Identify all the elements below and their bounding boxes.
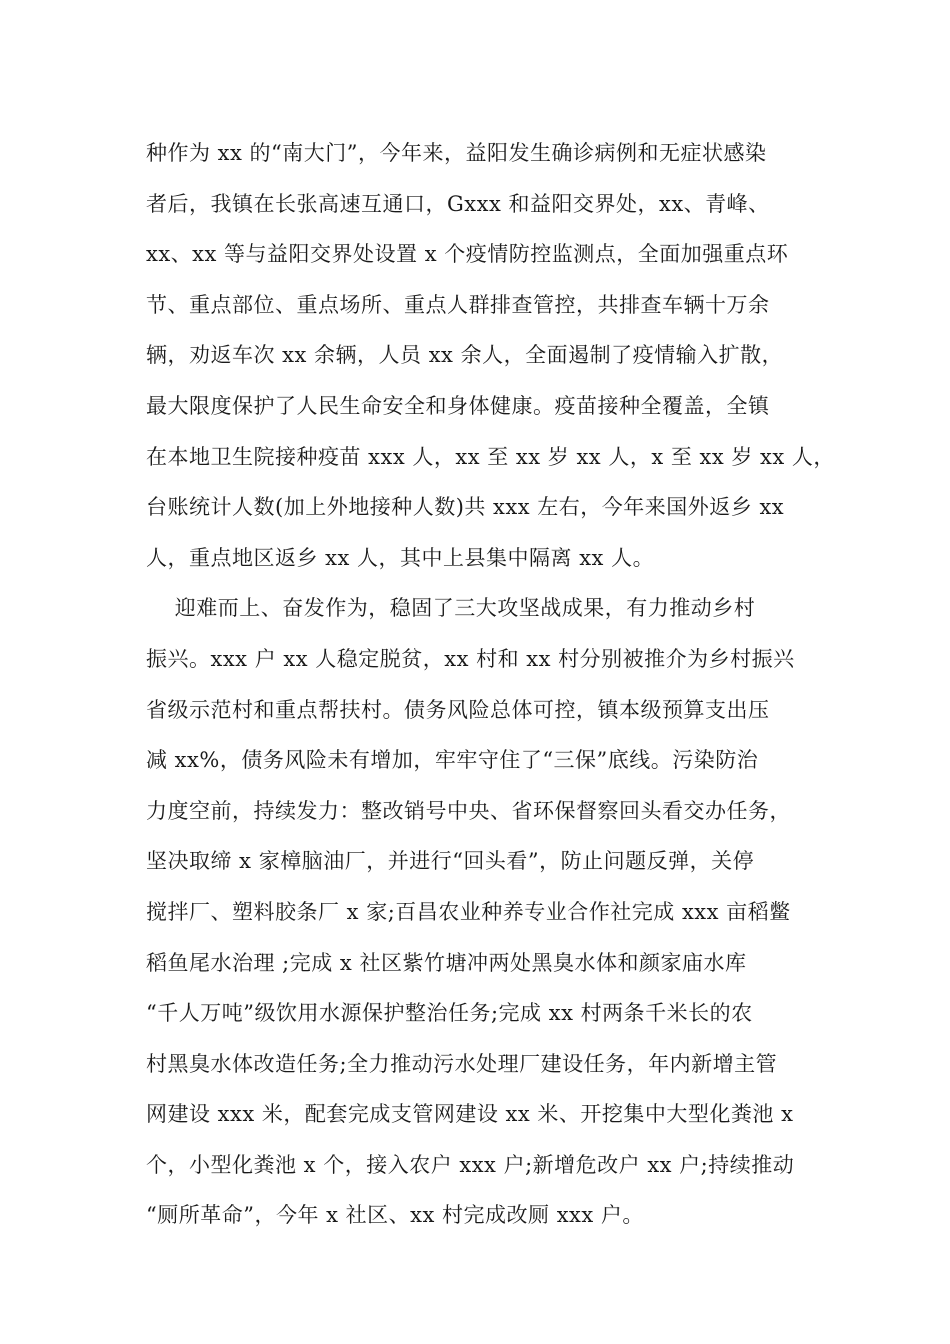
text-line: 在本地卫生院接种疫苗 xxx 人，xx 至 xx 岁 xx 人，x 至 xx 岁 xx 人， bbox=[146, 444, 835, 469]
text-line: 者后，我镇在长张高速互通口，Gxxx 和益阳交界处，xx、青峰、 bbox=[146, 191, 770, 216]
paragraph-2 bbox=[146, 589, 846, 1247]
text-line: 种作为 xx 的“南大门”，今年来，益阳发生确诊病例和无症状感染 bbox=[146, 141, 767, 165]
text-line: 坚决取缔 x 家樟脑油厂，并进行“回头看”，防止问题反弹，关停 bbox=[146, 849, 755, 874]
text-line: 搅拌厂、塑料胶条厂 x 家;百昌农业种养专业合作社完成 xxx 亩稻鳖 bbox=[146, 899, 791, 924]
text-line: 节、重点部位、重点场所、重点人群排查管控，共排查车辆十万余 bbox=[146, 292, 770, 317]
text-line: 网建设 xxx 米，配套完成支管网建设 xx 米、开挖集中大型化粪池 x bbox=[146, 1102, 794, 1127]
text-line: 人，重点地区返乡 xx 人，其中上县集中隔离 xx 人。 bbox=[146, 545, 655, 570]
text-line: “厕所革命”，今年 x 社区、xx 村完成改厕 xxx 户。 bbox=[146, 1203, 644, 1228]
text-line: 振兴。xxx 户 xx 人稳定脱贫，xx 村和 xx 村分别被推介为乡村振兴 bbox=[146, 646, 795, 671]
text-line: xx、xx 等与益阳交界处设置 x 个疫情防控监测点，全面加强重点环 bbox=[146, 242, 789, 267]
text-line: 减 xx%，债务风险未有增加，牢牢守住了“三保”底线。污染防治 bbox=[146, 748, 759, 773]
text-line: “千人万吨”级饮用水源保护整治任务;完成 xx 村两条千米长的农 bbox=[146, 1001, 753, 1026]
text-line: 个，小型化粪池 x 个，接入农户 xxx 户;新增危改户 xx 户;持续推动 bbox=[146, 1152, 795, 1177]
text-line: 最大限度保护了人民生命安全和身体健康。疫苗接种全覆盖，全镇 bbox=[146, 393, 770, 418]
text-line: 省级示范村和重点帮扶村。债务风险总体可控，镇本级预算支出压 bbox=[146, 697, 770, 722]
document-body bbox=[146, 134, 846, 1247]
text-line: 台账统计人数(加上外地接种人数)共 xxx 左右，今年来国外返乡 xx bbox=[146, 495, 785, 520]
text-line: 辆，劝返车次 xx 余辆，人员 xx 余人，全面遏制了疫情输入扩散， bbox=[146, 343, 784, 368]
text-line: 力度空前，持续发力：整改销号中央、省环保督察回头看交办任务， bbox=[146, 798, 791, 823]
paragraph-1 bbox=[146, 134, 846, 589]
text-line: 村黑臭水体改造任务;全力推动污水处理厂建设任务，年内新增主管 bbox=[146, 1051, 778, 1076]
text-line: 迎难而上、奋发作为，稳固了三大攻坚战成果，有力推动乡村 bbox=[146, 596, 756, 621]
text-line: 稻鱼尾水治理 ;完成 x 社区紫竹塘冲两处黑臭水体和颜家庙水库 bbox=[146, 950, 747, 975]
